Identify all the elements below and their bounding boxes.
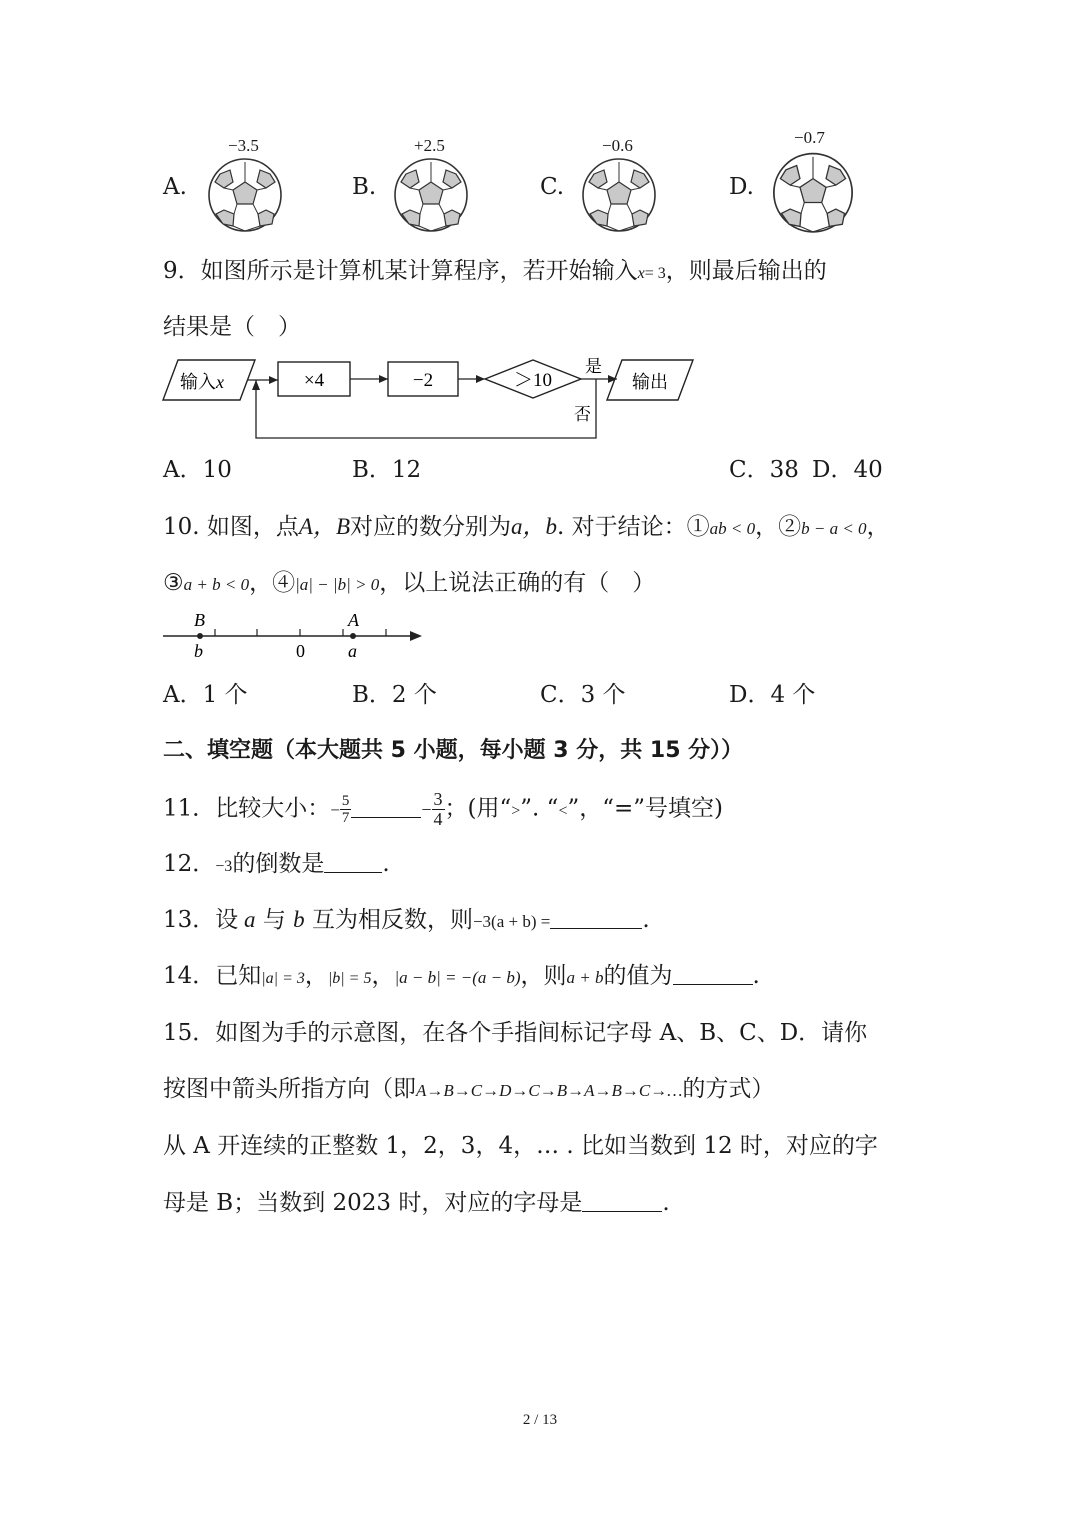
q9-stem-text: 9．如图所示是计算机某计算程序，若开始输入 bbox=[163, 258, 638, 284]
point-b bbox=[197, 633, 203, 639]
flow-no-label: 否 bbox=[574, 405, 591, 425]
q13-a: a bbox=[244, 907, 256, 932]
q10-c3-mark: ③ bbox=[163, 570, 184, 596]
q10-sep-2: ， bbox=[866, 514, 890, 540]
q12-end: . bbox=[382, 851, 390, 877]
q15-sequence: A→B→C→D→C→B→A→B→C→… bbox=[416, 1081, 683, 1100]
q12-text: 的倒数是 bbox=[232, 851, 325, 877]
label-lower-a: a bbox=[348, 641, 357, 661]
q9-var-x: x bbox=[637, 265, 645, 282]
q11-fraction-1 bbox=[340, 793, 352, 826]
q13-mid: 与 bbox=[262, 907, 286, 933]
q15-end: . bbox=[662, 1190, 670, 1216]
q14-sep2: ， bbox=[371, 963, 395, 989]
flow-input-label: 输入x bbox=[180, 372, 224, 392]
q11-gt: > bbox=[511, 802, 521, 820]
q9-stem-text-b: ，则最后输出的 bbox=[665, 258, 827, 284]
q15-line2 bbox=[163, 1074, 774, 1106]
q11-lt: < bbox=[558, 802, 568, 820]
q14-e4: a + b bbox=[566, 968, 604, 987]
q10-end: ，以上说法正确的有（ ） bbox=[379, 570, 656, 596]
q15-line2-a: 按图中箭头所指方向（即 bbox=[163, 1076, 416, 1102]
q15-line3: 从 A 开连续的正整数 1，2，3，4，… . 比如当数到 12 时，对应的字 bbox=[163, 1133, 878, 1159]
flow-times-label: ×4 bbox=[303, 370, 325, 391]
page-number: 2 / 13 bbox=[522, 1412, 558, 1428]
q10-option-c: C．3 个 bbox=[540, 682, 626, 708]
q8-option-d-value: −0.7 bbox=[794, 128, 825, 147]
q8-option-b-value: +2.5 bbox=[414, 136, 445, 155]
q8-option-b-letter: B. bbox=[352, 174, 377, 200]
q10-c4: |a| − |b| > 0 bbox=[295, 575, 380, 594]
q10-points: A，B bbox=[298, 514, 350, 539]
q8-option-c-value: −0.6 bbox=[602, 136, 633, 155]
q10-sep: ， bbox=[755, 514, 779, 540]
section-2-heading: 二、填空题（本大题共 5 小题，每小题 3 分，共 15 分）） bbox=[163, 738, 744, 763]
q10-option-b: B．2 个 bbox=[352, 682, 437, 708]
q11-answer-blank[interactable] bbox=[351, 795, 421, 818]
flow-yes-label: 是 bbox=[585, 357, 602, 377]
q8-option-a-letter: A. bbox=[163, 174, 187, 200]
q11-tail-c: ”，“=”号填空) bbox=[567, 795, 723, 822]
q8-option-c-letter: C. bbox=[540, 174, 565, 200]
q10-after: . 对于结论： bbox=[557, 514, 687, 540]
q9-stem bbox=[163, 256, 827, 289]
q14-answer-blank[interactable] bbox=[673, 962, 753, 985]
q15-line4 bbox=[163, 1188, 670, 1218]
q14-mid: ，则 bbox=[520, 963, 567, 989]
q13-b: b bbox=[293, 907, 305, 932]
q8-option-a-value: −3.5 bbox=[228, 136, 259, 155]
q13 bbox=[163, 905, 650, 937]
q10-option-d: D．4 个 bbox=[729, 682, 816, 708]
label-upper-b: B bbox=[194, 610, 205, 630]
q14 bbox=[163, 961, 760, 994]
q13-expr: −3(a + b) = bbox=[472, 912, 551, 931]
soccer-ball-icon-a bbox=[206, 152, 284, 244]
q10-mid: 对应的数分别为 bbox=[350, 514, 511, 540]
q10-sep-3: ， bbox=[249, 570, 273, 596]
q11-fraction-2 bbox=[432, 790, 445, 829]
q11-f1-den: 7 bbox=[341, 810, 350, 826]
q10-c4-mark: ④ bbox=[272, 570, 296, 596]
q12-answer-blank[interactable] bbox=[324, 850, 382, 873]
label-zero: 0 bbox=[296, 641, 305, 661]
q11-f1-sign: − bbox=[330, 800, 340, 820]
q11-tail-a: ；(用“ bbox=[444, 795, 512, 822]
q14-e1: |a| = 3 bbox=[261, 970, 305, 987]
q11 bbox=[163, 790, 723, 829]
q11-f2-num: 3 bbox=[433, 789, 443, 809]
q10-lead: 10. 如图，点 bbox=[163, 514, 299, 540]
point-a bbox=[350, 633, 356, 639]
soccer-ball-icon-b bbox=[392, 152, 470, 244]
q12-num: −3 bbox=[215, 858, 233, 875]
q9-option-d: D．40 bbox=[812, 457, 883, 483]
q15-answer-blank[interactable] bbox=[582, 1189, 662, 1212]
label-lower-b: b bbox=[194, 641, 203, 661]
q11-lead: 11．比较大小： bbox=[163, 795, 331, 822]
q10-c1: ab < 0 bbox=[709, 519, 756, 538]
q10-c1-mark: ① bbox=[686, 514, 710, 540]
q9-flowchart bbox=[160, 350, 700, 445]
q11-tail-b: ”. “ bbox=[520, 795, 559, 822]
label-upper-a: A bbox=[348, 610, 359, 630]
q10-stem bbox=[163, 512, 890, 544]
q14-sep1: ， bbox=[304, 963, 328, 989]
q14-e3: |a − b| = −(a − b) bbox=[394, 968, 521, 987]
q9-stem-line2: 结果是（ ） bbox=[163, 314, 301, 340]
soccer-ball-icon-d bbox=[768, 146, 858, 246]
q14-e2: |b| = 5 bbox=[327, 970, 372, 987]
q12 bbox=[163, 849, 390, 882]
q15-line2-b: 的方式） bbox=[682, 1076, 775, 1102]
q13-lead: 13．设 bbox=[163, 907, 239, 933]
q9-option-a: A．10 bbox=[163, 457, 232, 483]
number-line-arrow bbox=[410, 631, 422, 641]
q15-line1: 15．如图为手的示意图，在各个手指间标记字母 A、B、C、D．请你 bbox=[163, 1020, 868, 1046]
q14-text: 的值为 bbox=[603, 963, 673, 989]
q10-c2-mark: ② bbox=[778, 514, 802, 540]
q14-end: . bbox=[752, 963, 760, 989]
q10-c3: a + b < 0 bbox=[183, 575, 250, 594]
q9-option-c: C．38 bbox=[729, 457, 799, 483]
q8-option-d-letter: D. bbox=[729, 174, 754, 200]
q10-number-line bbox=[160, 610, 430, 665]
q10-option-a: A．1 个 bbox=[163, 682, 248, 708]
q11-f2-den: 4 bbox=[433, 809, 443, 829]
flow-output-label: 输出 bbox=[632, 372, 668, 393]
q13-answer-blank[interactable] bbox=[550, 906, 642, 929]
flow-minus-label: −2 bbox=[412, 370, 434, 391]
q10-c2: b − a < 0 bbox=[801, 519, 867, 538]
q14-lead: 14．已知 bbox=[163, 963, 262, 989]
soccer-ball-icon-c bbox=[580, 152, 658, 244]
q9-eq: = 3 bbox=[644, 265, 666, 282]
q11-f1-num: 5 bbox=[341, 793, 350, 809]
q10-stem-line2 bbox=[163, 568, 655, 600]
q13-text: 互为相反数，则 bbox=[311, 907, 473, 933]
q15-line4-text: 母是 B；当数到 2023 时，对应的字母是 bbox=[163, 1190, 583, 1216]
q9-option-b: B．12 bbox=[352, 457, 422, 483]
q11-f2-sign: − bbox=[421, 799, 432, 820]
q13-end: . bbox=[642, 907, 650, 933]
q12-lead: 12． bbox=[163, 851, 216, 877]
flow-condition-label: ＞10 bbox=[513, 370, 553, 391]
q10-vars: a，b bbox=[511, 514, 557, 539]
